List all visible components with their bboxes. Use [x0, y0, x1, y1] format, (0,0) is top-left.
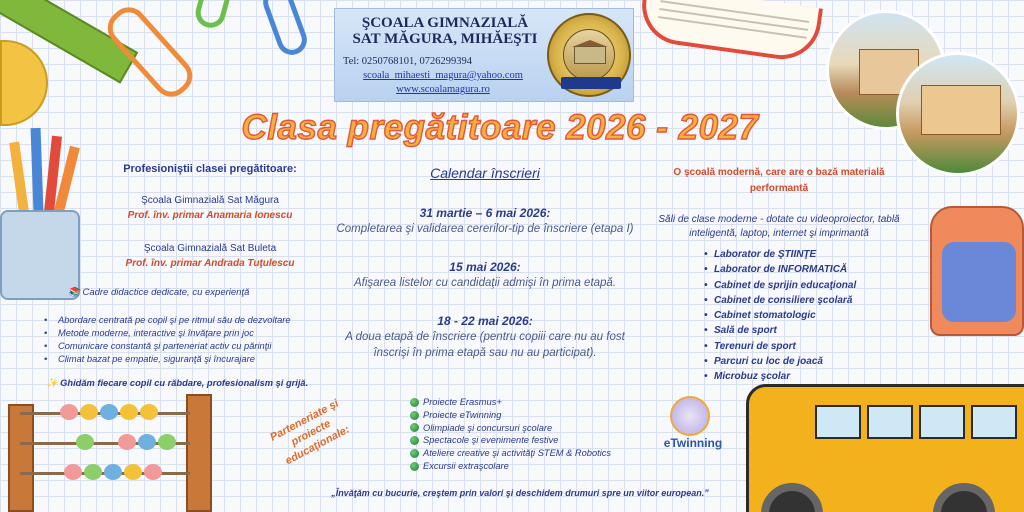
globe-icon: [410, 449, 419, 458]
calendar-date: 18 - 22 mai 2026:: [437, 314, 533, 328]
teacher-school: Şcoala Gimnazială Sat Măgura: [141, 195, 279, 206]
teachers-closing: [46, 378, 340, 389]
partnership-text: Proiecte eTwinning: [423, 409, 502, 420]
etwinning-logo-text: eTwinning: [663, 436, 723, 450]
teacher-entry: [80, 241, 340, 271]
teacher-school: Şcoala Gimnazială Sat Buleta: [143, 243, 277, 254]
backpack-illustration: [930, 206, 1024, 336]
list-item: • Cabinet de sprijin educaţional: [704, 278, 914, 293]
calendar-title: Calendar înscrieri: [430, 165, 540, 181]
enrollment-calendar: [330, 165, 640, 361]
abacus-illustration: [0, 394, 236, 512]
calendar-date: 31 martie – 6 mai 2026:: [419, 206, 551, 220]
partnership-text: Olimpiade şi concursuri şcolare: [423, 422, 553, 433]
school-photo-2: [896, 52, 1020, 176]
calendar-item: [330, 205, 640, 237]
calendar-text: Afişarea listelor cu candidaţii admişi în prima etapă.: [353, 277, 617, 289]
calendar-date: 15 mai 2026:: [449, 260, 521, 274]
list-item: [410, 422, 611, 435]
partnership-text: Excursii extraşcolare: [423, 460, 509, 471]
list-item: [410, 409, 611, 422]
teachers-section: [40, 163, 340, 389]
globe-icon: [410, 398, 419, 407]
calendar-item: [330, 313, 640, 361]
school-bus-illustration: [746, 384, 1024, 512]
sparkle-icon: ✨: [46, 378, 58, 388]
partnership-text: Spectacole şi evenimente festive: [423, 435, 559, 446]
paperclip-icon: [192, 0, 233, 31]
paperclip-icon: [259, 0, 311, 59]
partnerships-label: Parteneriate şi proiecte educaţionale:: [268, 397, 352, 468]
school-name-line1: ŞCOALA GIMNAZIALĂ: [361, 15, 529, 31]
contact-info: [343, 55, 543, 97]
teachers-closing-text: Ghidăm fiecare copil cu răbdare, profesionalism şi grijă.: [60, 378, 309, 388]
list-item: • Laborator de ŞTIINŢE: [704, 247, 914, 262]
calendar-item: [330, 259, 640, 291]
facilities-heading: O şcoală modernă, care are o bază materială performantă: [673, 167, 885, 194]
facilities-intro: Săli de clase moderne - dotate cu videoproiector, tablă inteligentă, laptop, internet şi imprimantă: [658, 214, 900, 239]
partnerships-list: [410, 396, 611, 473]
facilities-list: [704, 247, 914, 385]
school-name-line2: SAT MĂGURA, MIHĂEŞTI: [352, 31, 538, 47]
list-item: • Sală de sport: [704, 323, 914, 338]
globe-icon: [410, 411, 419, 420]
list-item: • Abordare centrată pe copil şi pe ritmul său de dezvoltare: [40, 314, 340, 327]
list-item: • Terenuri de sport: [704, 339, 914, 354]
list-item: • Laborator de INFORMATICĂ: [704, 262, 914, 277]
globe-icon: [410, 436, 419, 445]
list-item: • Cabinet stomatologic: [704, 308, 914, 323]
etwinning-logo: [656, 392, 730, 456]
teacher-name: Prof. înv. primar Andrada Tuţulescu: [125, 258, 295, 269]
teaching-approach-list: [40, 314, 340, 366]
partnership-text: Ateliere creative şi activităţi STEM & Robotics: [423, 448, 612, 459]
website-link[interactable]: www.scoalamagura.ro: [396, 84, 490, 95]
etwinning-school-icon: [670, 396, 710, 436]
page-title: Clasa pregătitoare 2026 - 2027: [241, 108, 759, 147]
phone-number: Tel: 0250768101, 0726299394: [343, 56, 473, 67]
list-item: • Microbuz şcolar: [704, 369, 914, 384]
teachers-heading: Profesioniştii clasei pregătitoare:: [123, 163, 297, 175]
email-link[interactable]: scoala_mihaesti_magura@yahoo.com: [363, 70, 523, 81]
facilities-section: [644, 165, 914, 385]
calendar-text: Completarea şi validarea cererilor-tip de înscriere (etapa I): [336, 223, 634, 235]
school-motto: „Învăţăm cu bucurie, creştem prin valori şi deschidem drumuri spre un viitor european.”: [331, 488, 709, 498]
list-item: • Comunicare constantă şi parteneriat activ cu părinţii: [40, 340, 340, 353]
book-icon: 📚: [68, 287, 80, 298]
list-item: [410, 460, 611, 473]
list-item: [410, 434, 611, 447]
open-book-icon: [637, 0, 823, 64]
school-header-card: [334, 8, 634, 102]
teacher-entry: [80, 193, 340, 223]
list-item: • Metode moderne, interactive şi învăţare prin joc: [40, 327, 340, 340]
globe-icon: [410, 423, 419, 432]
list-item: • Parcuri cu loc de joacă: [704, 354, 914, 369]
school-seal-logo: [547, 13, 631, 97]
list-item: • Cabinet de consiliere şcolară: [704, 293, 914, 308]
list-item: • Climat bazat pe empatie, siguranţă şi încurajare: [40, 353, 340, 366]
globe-icon: [410, 462, 419, 471]
protractor-decoration: [0, 40, 48, 126]
list-item: [410, 447, 611, 460]
partnership-text: Proiecte Erasmus+: [423, 397, 502, 407]
calendar-text: A doua etapă de înscriere (pentru copiii care nu au fost înscrişi în prima etapă sau nu au participat).: [345, 331, 625, 359]
teachers-note-text: Cadre didactice dedicate, cu experienţă: [82, 287, 250, 298]
teacher-name: Prof. înv. primar Anamaria Ionescu: [127, 210, 293, 221]
list-item: [410, 396, 611, 409]
teachers-note: [68, 287, 340, 298]
school-name: [345, 15, 545, 47]
